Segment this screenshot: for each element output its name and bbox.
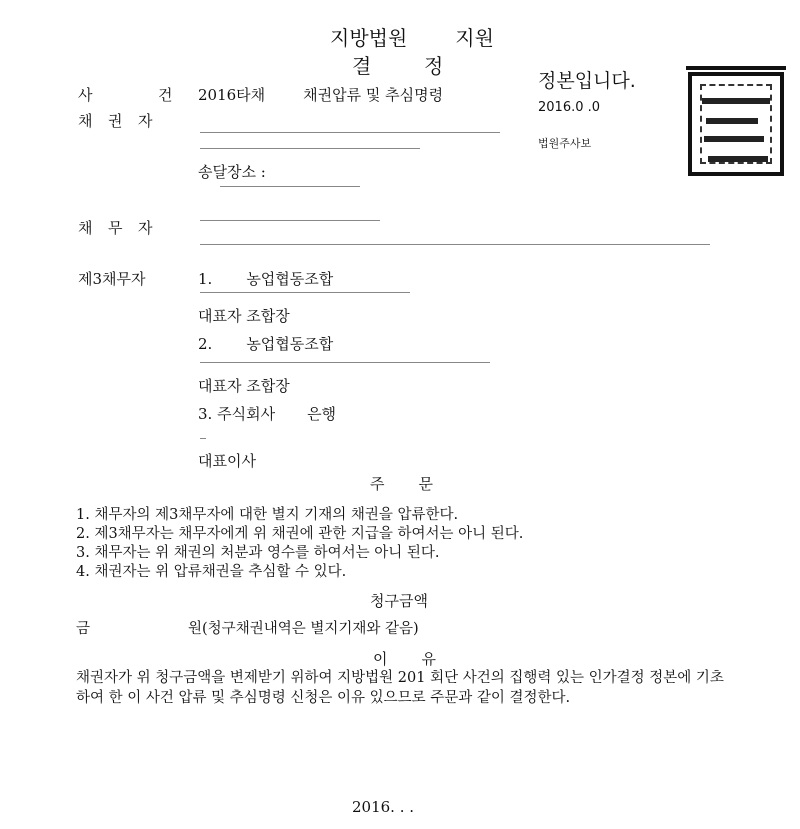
order-heading: 주 문 bbox=[370, 475, 433, 493]
claim-label: 금 bbox=[76, 621, 91, 637]
redacted-debtor-address bbox=[200, 244, 710, 245]
order-item-2: 2. 제3채무자는 채무자에게 위 채권에 관한 지급을 하여서는 아니 된다. bbox=[76, 526, 524, 542]
third-debtor-1: 1. 농업협동조합 bbox=[198, 270, 334, 288]
third-debtor-3: 3. 주식회사 은행 bbox=[198, 405, 337, 423]
reason-heading: 이 유 bbox=[373, 650, 436, 668]
case-line bbox=[198, 84, 443, 105]
redacted-third-debtor-3-address bbox=[200, 438, 206, 439]
decision-date: 2016. . . bbox=[352, 798, 415, 816]
court-seal-stamp bbox=[688, 72, 784, 176]
redacted-debtor-name bbox=[200, 220, 380, 221]
document-title-right: 정 bbox=[424, 54, 444, 78]
redacted-third-debtor-2-address bbox=[200, 362, 490, 363]
third-debtor-label: 제3채무자 bbox=[78, 270, 146, 288]
court-name bbox=[330, 22, 494, 51]
redacted-creditor-name bbox=[200, 132, 500, 133]
order-item-1: 1. 채무자의 제3채무자에 대한 별지 기재의 채권을 압류한다. bbox=[76, 507, 459, 523]
certification-date: 2016.0 .0 bbox=[538, 100, 601, 115]
document-title-left: 결 bbox=[352, 54, 372, 78]
creditor-delivery-address: 송달장소 : bbox=[198, 163, 266, 181]
certification-title: 정본입니다. bbox=[538, 70, 636, 92]
third-debtor-1-rep: 대표자 조합장 bbox=[198, 307, 290, 325]
order-item-4: 4. 채권자는 위 압류채권을 추심할 수 있다. bbox=[76, 564, 347, 580]
order-item-3: 3. 채무자는 위 채권의 처분과 영수를 하여서는 아니 된다. bbox=[76, 545, 440, 561]
certification-clerk: 법원주사보 bbox=[538, 137, 592, 150]
claim-heading: 청구금액 bbox=[370, 592, 428, 610]
seal-stamp-border bbox=[686, 66, 786, 70]
redacted-creditor-address bbox=[200, 148, 420, 149]
third-debtor-2: 2. 농업협동조합 bbox=[198, 335, 334, 353]
court-name-right: 지원 bbox=[455, 26, 494, 50]
case-name: 채권압류 및 추심명령 bbox=[303, 86, 444, 104]
reason-text: 채권자가 위 청구금액을 변제받기 위하여 지방법원 201 회단 사건의 집행력 있는 인가결정 정본에 기초하여 한 이 사건 압류 및 추심명령 신청은 이유 있으므로 주문과 같이 결정한다. bbox=[76, 670, 724, 706]
redacted-third-debtor-1-address bbox=[200, 292, 410, 293]
redacted-delivery-address bbox=[220, 186, 360, 187]
court-name-left: 지방법원 bbox=[330, 26, 408, 50]
third-debtor-3-rep: 대표이사 bbox=[198, 452, 256, 470]
case-number: 2016타채 bbox=[198, 86, 266, 104]
court-decision-page: 지방법원 지원 결 정 정본입니다. 2016.0 .0 법원주사보 사 건 2016타채 채권압류 및 추심명령 채 권 자 송달장소 : 채 무 자 제3채무자 1. 농업협동조합 대표자 조합장 2. 농업협동조합 대표자 조합장 3. 주식회사 은행 대표이사 주 문 1. 채무자의 제3채무자에 대한 별지 기재의 채권을 압류한다. 2. 제3채무자는 채무자에게 위 채권에 관한 지급을 하여서는 아니 된다. 3. 채무자는 위 채권의 처분과 영수를 하여서는 아니 된다. 4. 채권자는 위 압류채권을 추심할 수 있다. 청구금액 금 원(청구채권내역은 별지기재와 같음) 이 유 채권자가 위 청구금액을 변제받기 위하여 지방법원 201 회단 사건의 집행력 있는 인가결정 정본에 기초하여 한 이 사건 압류 및 추심명령 신청은 이유 있으므로 주문과 같이 결정한다. 2016. . . bbox=[0, 0, 800, 829]
third-debtor-2-rep: 대표자 조합장 bbox=[198, 377, 290, 395]
claim-line bbox=[76, 617, 419, 638]
claim-text: 원(청구채권내역은 별지기재와 같음) bbox=[188, 621, 419, 637]
